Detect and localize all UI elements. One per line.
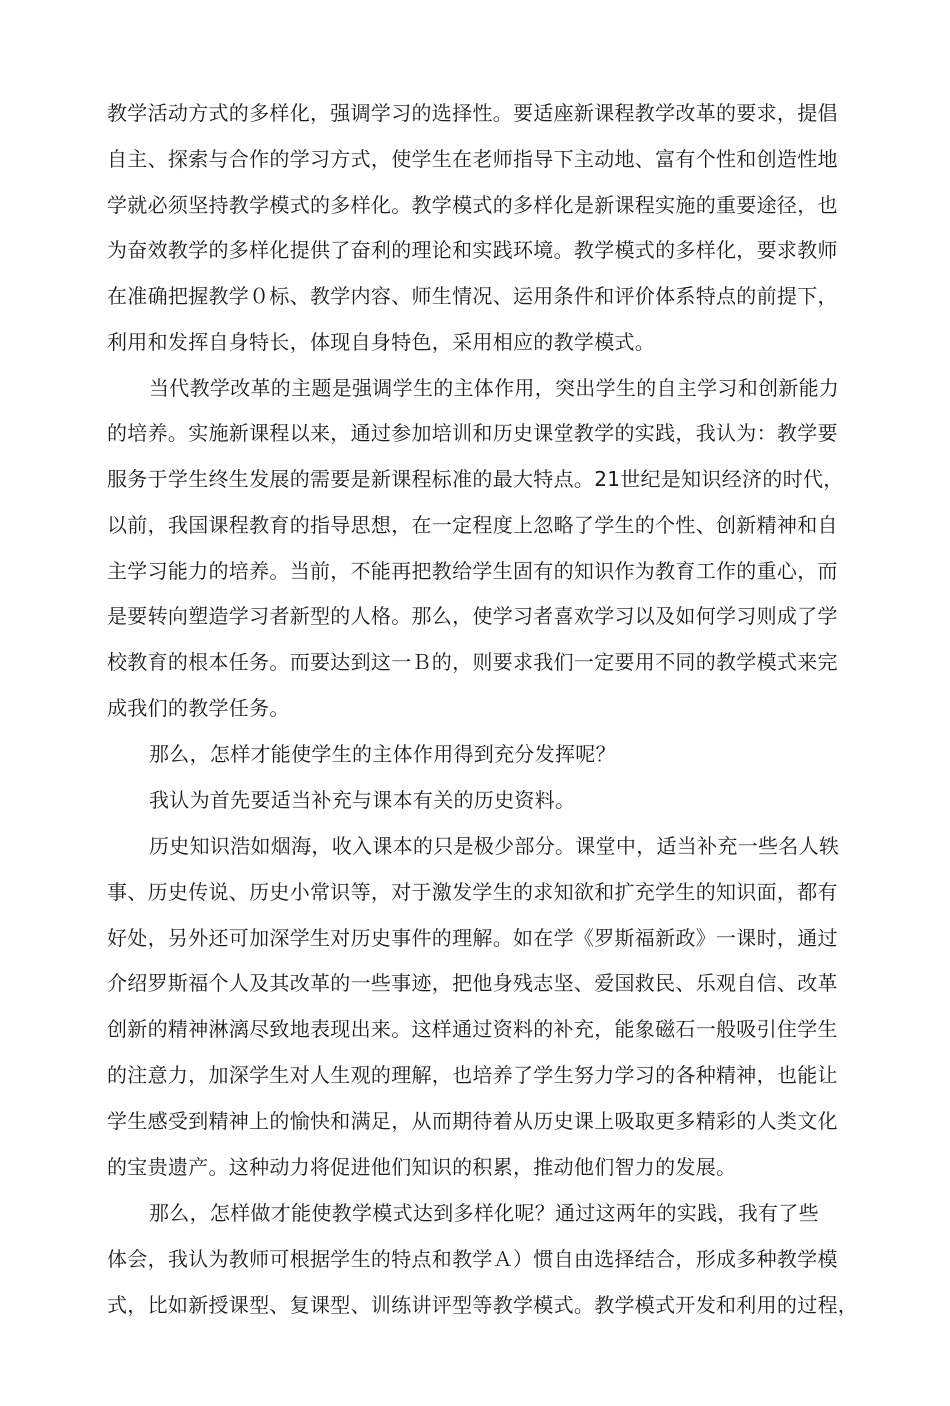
text-line: 创新的精神淋漓尽致地表现出来。这样通过资料的补充，能象磁石一般吸引住学生	[107, 1017, 838, 1041]
text-line: 历史知识浩如烟海，收入课本的只是极少部分。课堂中，适当补充一些名人轶	[149, 834, 840, 858]
text-line: 学生感受到精神上的愉快和满足，从而期待着从历史课上吸取更多精彩的人类文化	[107, 1109, 838, 1133]
text-line: 服务于学生终生发展的需要是新课程标准的最大特点。21世纪是知识经济的时代，	[107, 467, 844, 491]
text-line: 式，比如新授课型、复课型、训练讲评型等教学模式。教学模式开发和利用的过程，	[107, 1293, 859, 1317]
text-line: 以前，我国课程教育的指导思想，在一定程度上忽略了学生的个性、创新精神和自	[107, 513, 838, 537]
text-line: 的注意力，加深学生对人生观的理解，也培养了学生努力学习的各种精神，也能让	[107, 1063, 838, 1087]
text-line: 那么，怎样做才能使教学模式达到多样化呢？通过这两年的实践，我有了些	[149, 1201, 819, 1225]
text-line: 介绍罗斯福个人及其改革的一些事迹，把他身残志坚、爱国救民、乐观自信、改革	[107, 971, 838, 995]
text-line: 的培养。实施新课程以来，通过参加培训和历史课堂教学的实践，我认为：教学要	[107, 421, 838, 445]
text-line: 当代教学改革的主题是强调学生的主体作用，突出学生的自主学习和创新能力	[149, 376, 840, 400]
text-line: 教学活动方式的多样化，强调学习的选择性。要适座新课程教学改革的要求，提倡	[107, 101, 838, 125]
text-line: 为奋效教学的多样化提供了奋利的理论和实践环境。教学模式的多样化，要求教师	[107, 238, 838, 262]
text-line: 在准确把握教学０标、教学内容、师生情况、运用条件和评价体系特点的前提下，	[107, 284, 838, 308]
text-line: 自主、探索与合作的学习方式，使学生在老师指导下主动地、富有个性和创造性地	[107, 147, 838, 171]
text-line: 校教育的根本任务。而要达到这一Ｂ的，则要求我们一定要用不同的教学模式来完	[107, 650, 838, 674]
text-line: 利用和发挥自身特长，体现自身特色，采用相应的教学模式。	[107, 330, 656, 354]
text-line: 学就必须坚持教学模式的多样化。教学模式的多样化是新课程实施的重要途径，也	[107, 193, 838, 217]
text-line: 是要转向塑造学习者新型的人格。那么，使学习者喜欢学习以及如何学习则成了学	[107, 604, 838, 628]
text-line: 事、历史传说、历史小常识等，对于激发学生的求知欲和扩充学生的知识面，都有	[107, 880, 838, 904]
text-line: 体会，我认为教师可根据学生的特点和教学Ａ）惯自由选择结合，形成多种教学模	[107, 1247, 838, 1271]
text-line: 的宝贵遗产。这种动力将促进他们知识的积累，推动他们智力的发展。	[107, 1155, 737, 1179]
text-line: 成我们的教学任务。	[107, 696, 290, 720]
text-line: 好处，另外还可加深学生对历史事件的理解。如在学《罗斯福新政》一课时，通过	[107, 926, 838, 950]
text-line: 我认为首先要适当补充与课本有关的历史资料。	[149, 788, 576, 812]
text-line: 那么，怎样才能使学生的主体作用得到充分发挥呢？	[149, 742, 616, 766]
text-line: 主学习能力的培养。当前，不能再把教给学生固有的知识作为教育工作的重心，而	[107, 559, 838, 583]
